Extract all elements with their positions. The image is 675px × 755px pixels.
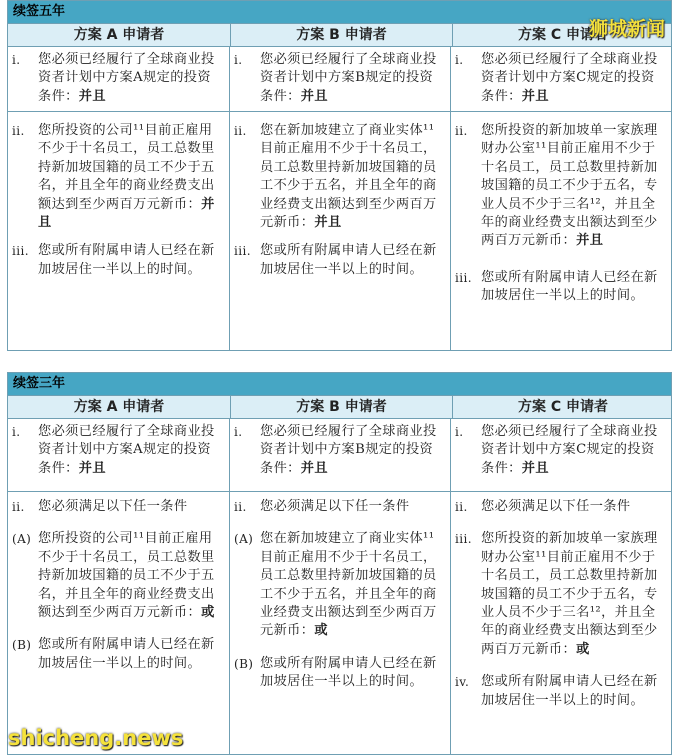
cell-plan-a: [8, 492, 230, 754]
item-conjunction: 或: [314, 623, 328, 639]
item-number: (B): [12, 638, 32, 653]
item-number: ii.: [234, 124, 247, 138]
table-row: [8, 491, 671, 754]
item-text: 您在新加坡建立了商业实体¹¹目前正雇用不少于十名员工，员工总数里持新加坡国籍的员工不少于五名，并且全年的商业经费支出额达到至少两百万元新币：: [260, 123, 437, 231]
item-number: (B): [234, 656, 254, 671]
item-text: 您所投资的公司¹¹目前正雇用不少于十名员工，员工总数里持新加坡国籍的员工不少于五名，并且全年的商业经费支出额达到至少两百万元新币：: [38, 531, 215, 621]
item-number: iii.: [234, 244, 251, 259]
cell-plan-c: [451, 492, 671, 754]
item-number: (A): [234, 532, 254, 547]
item-number: ii.: [455, 124, 468, 138]
item-text: 您必须满足以下任一条件: [481, 499, 631, 514]
item-number: ii.: [455, 500, 468, 514]
item-text: 您必须已经履行了全球商业投资者计划中方案B规定的投资条件：: [260, 52, 437, 104]
item-text: 您或所有附属申请人已经在新加坡居住一半以上的时间。: [38, 637, 215, 671]
item-text: 您必须已经履行了全球商业投资者计划中方案A规定的投资条件：: [38, 52, 215, 104]
item-conjunction: 并且: [521, 88, 549, 104]
section-title: 续签三年: [8, 373, 671, 395]
cell-plan-a: [8, 47, 230, 111]
column-headers: [8, 23, 671, 46]
item-text: 您所投资的新加坡单一家族理财办公室¹¹目前正雇用不少于十名员工，员工总数里持新加坡国籍的员工不少于五名，专业人员不少于三名¹²，并且全年的商业经费支出额达到至少两百万元新币：: [481, 123, 658, 249]
item-number: ii.: [12, 124, 25, 138]
table-row: [8, 46, 671, 111]
item-text: 您或所有附属申请人已经在新加坡居住一半以上的时间。: [481, 674, 658, 708]
item-text: 您必须已经履行了全球商业投资者计划中方案C规定的投资条件：: [481, 424, 658, 476]
cell-plan-b: [230, 492, 451, 754]
cell-plan-b: [230, 419, 451, 491]
cell-plan-b: [230, 47, 451, 111]
item-number: i.: [234, 53, 243, 67]
item-text: 您必须已经履行了全球商业投资者计划中方案C规定的投资条件：: [481, 52, 658, 104]
item-text: 您必须已经履行了全球商业投资者计划中方案A规定的投资条件：: [38, 424, 215, 476]
item-conjunction: 并且: [300, 88, 328, 104]
cell-plan-b: [230, 112, 451, 350]
item-text: 您必须满足以下任一条件: [260, 499, 410, 514]
watermark-logo-top: 狮城新闻: [588, 18, 665, 40]
item-conjunction: 并且: [78, 460, 106, 476]
section-renew-five-years: [7, 0, 672, 351]
cell-plan-c: [451, 47, 671, 111]
item-text: 您或所有附属申请人已经在新加坡居住一半以上的时间。: [260, 655, 437, 690]
item-conjunction: 并且: [314, 215, 342, 231]
item-text: 您所投资的公司¹¹目前正雇用不少于十名员工，员工总数里持新加坡国籍的员工不少于五名，并且全年的商业经费支出额达到至少两百万元新币：: [38, 123, 215, 212]
column-headers: [8, 395, 671, 418]
item-text: 您在新加坡建立了商业实体¹¹目前正雇用不少于十名员工，员工总数里持新加坡国籍的员工不少于五名，并且全年的商业经费支出额达到至少两百万元新币：: [260, 531, 437, 639]
item-text: 您必须满足以下任一条件: [38, 499, 188, 514]
cell-plan-c: [451, 112, 671, 350]
item-number: (A): [12, 532, 32, 547]
item-conjunction: 并且: [78, 88, 106, 104]
table-row: [8, 111, 671, 350]
item-number: i.: [12, 425, 21, 439]
item-number: ii.: [12, 500, 25, 514]
item-text: 您或所有附属申请人已经在新加坡居住一半以上的时间。: [260, 243, 437, 277]
item-conjunction: 并且: [576, 233, 604, 249]
watermark-logo-bottom: shicheng.news: [8, 726, 184, 750]
item-number: iii.: [455, 532, 472, 547]
item-text: 您所投资的新加坡单一家族理财办公室¹¹目前正雇用不少于十名员工，员工总数里持新加坡国籍的员工不少于五名，专业人员不少于三名¹²，并且全年的商业经费支出额达到至少两百万元新币：: [481, 531, 658, 657]
item-text: 您必须已经履行了全球商业投资者计划中方案B规定的投资条件：: [260, 424, 437, 476]
item-number: i.: [455, 53, 464, 67]
item-conjunction: 并且: [38, 196, 215, 231]
item-conjunction: 并且: [521, 460, 549, 476]
cell-plan-a: [8, 419, 230, 491]
item-number: ii.: [234, 500, 247, 514]
cell-plan-a: [8, 112, 230, 350]
item-number: i.: [455, 425, 464, 439]
header-plan-c: 方案 C 申请者: [517, 399, 609, 415]
item-conjunction: 并且: [300, 460, 328, 476]
item-conjunction: 或: [576, 641, 590, 657]
header-plan-a: 方案 A 申请者: [8, 24, 231, 46]
item-number: iv.: [455, 675, 470, 690]
table-row: [8, 418, 671, 491]
header-plan-c: 方案 C 申请者: [517, 27, 609, 43]
section-title: 续签五年: [8, 1, 671, 23]
item-conjunction: 或: [201, 605, 215, 621]
item-number: iii.: [455, 270, 472, 285]
header-plan-a: 方案 A 申请者: [8, 396, 231, 418]
item-number: iii.: [12, 244, 29, 259]
section-renew-three-years: [7, 372, 672, 755]
header-plan-b: 方案 B 申请者: [231, 24, 453, 46]
item-number: i.: [234, 425, 243, 439]
item-number: i.: [12, 53, 21, 67]
cell-plan-c: [451, 419, 671, 491]
item-text: 您或所有附属申请人已经在新加坡居住一半以上的时间。: [38, 243, 215, 277]
header-plan-b: 方案 B 申请者: [231, 396, 453, 418]
item-text: 您或所有附属申请人已经在新加坡居住一半以上的时间。: [481, 269, 658, 304]
